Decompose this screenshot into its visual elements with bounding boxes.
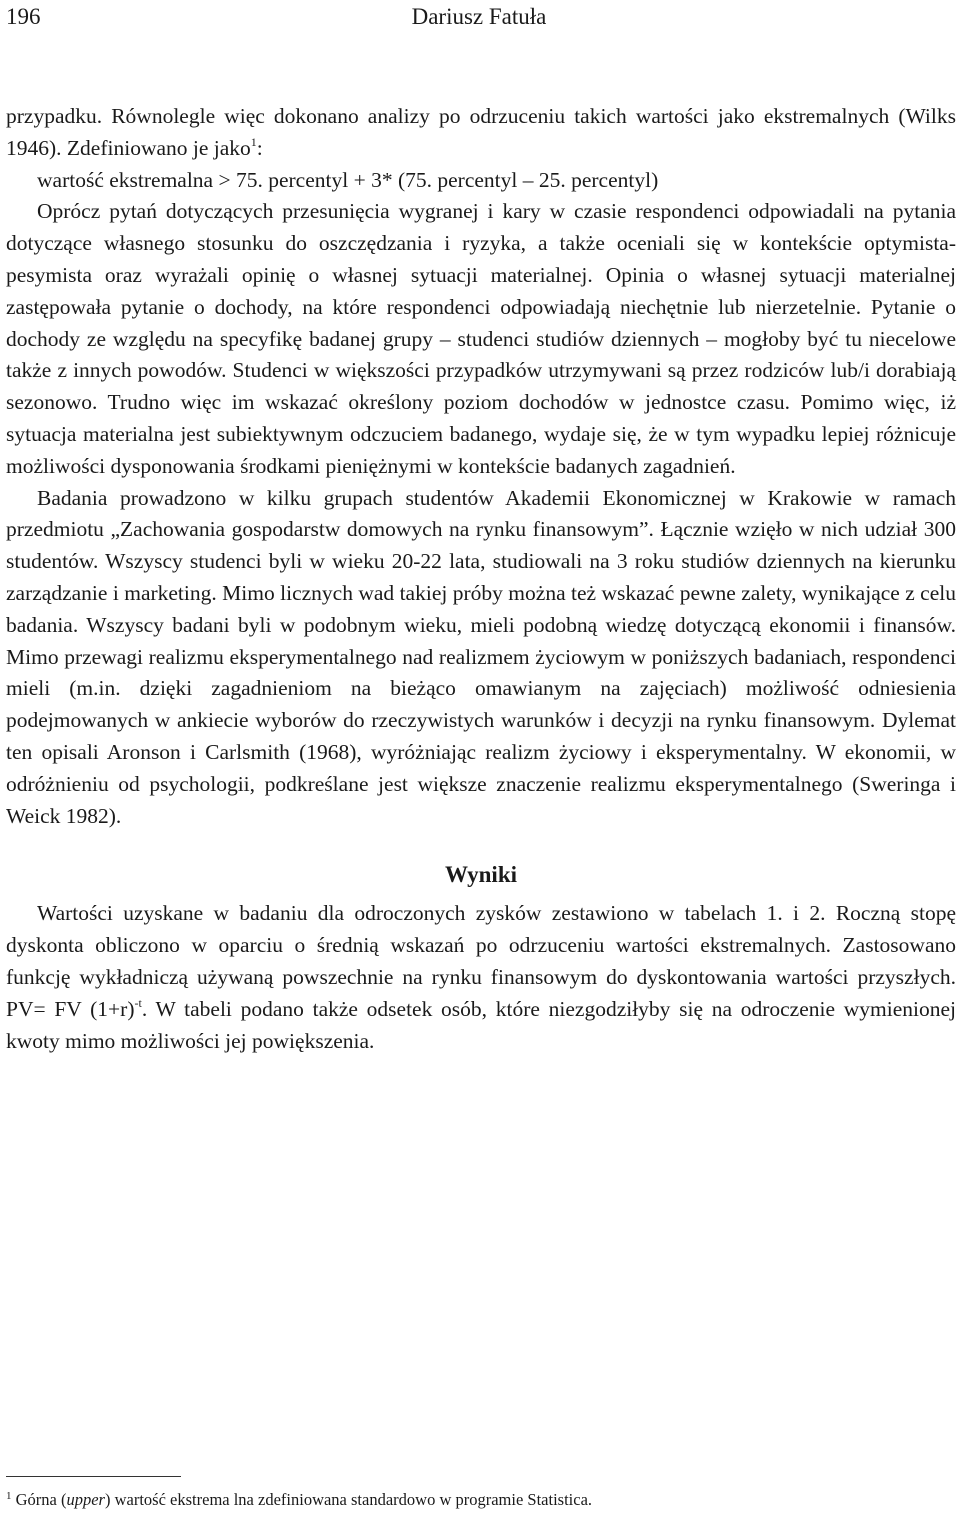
paragraph-3: Badania prowadzono w kilku grupach studentów Akademii Ekonomicznej w Krakowie w ramach przedmiotu „Zachowania gospodarstw domowych na rynku finansowym”. Łącznie wzięło w nich udział 300 studentów. Wszyscy studenci byli w wieku 20-22 lata, studiowali na 3 roku studiów dziennych na kierunku zarządzanie i marketing. Mimo licznych wad takiej próby można też wskazać pewne zalety, wynikające z celu badania. Wszyscy badani byli w podobnym wieku, mieli podobną wiedzę dotyczącą ekonomii i finansów. Mimo przewagi realizmu eksperymentalnego nad realizmem życiowym w poniższych badaniach, respondenci mieli (m.in. dzięki zagadnieniom na bieżąco omawianym na zajęciach) możliwość odniesienia podejmowanych w ankiecie wyborów do rzeczywistych warunków i decyzji na rynku finansowym. Dylemat ten opisali Aronson i Carlsmith (1968), wyróżniając realizm życiowy i eksperymentalny. W ekonomii, w odróżnieniu od psychologii, podkreślane jest większe znaczenie realizmu eksperymentalnego (Sweringa i Weick 1982).: [6, 485, 956, 828]
paragraph-1-text: przypadku. Równolegle więc dokonano analizy po odrzuceniu takich wartości jako ekstremalnych (Wilks 1946). Zdefiniowano je jako: [6, 104, 956, 160]
footnote-text-before: Górna (: [11, 1490, 67, 1509]
running-head-author: Dariusz Fatuła: [411, 4, 547, 29]
footnote-text-after: ) wartość ekstrema lna zdefiniowana standardowo w programie Statistica.: [104, 1490, 593, 1509]
footnote-italic-term: upper: [66, 1490, 105, 1509]
footnote-reference: 1: [250, 134, 257, 149]
formula-line: wartość ekstremalna > 75. percentyl + 3* (75. percentyl – 25. percentyl): [37, 167, 659, 192]
footnote: [6, 1489, 946, 1511]
section-heading: Wyniki: [444, 862, 517, 888]
paragraph-2: Oprócz pytań dotyczących przesunięcia wygranej i kary w czasie respondenci odpowiadali na pytania dotyczące własnego stosunku do oszczędzania i ryzyka, a także oceniali się w kontekście optymista-pesymista oraz wyrażali opinię o własnej sytuacji materialnej. Opinia o własnej sytuacji materialnej zastępowała pytanie o dochody, na które respondenci odpowiadają niechętnie lub nierzetelnie. Pytanie o dochody ze względu na specyfikę badanej grupy – studenci studiów dziennych – mogłoby być tu niecelowe także z innych powodów. Studenci w większości przypadków utrzymywani są przez rodziców lub/i dorabiają sezonowo. Trudno więc im wskazać określony poziom dochodów w jednostce czasu. Pomimo więc, iż sytuacja materialna jest subiektywnym odczuciem badanego, wydaje się, że w tym wypadku lepiej różnicuje możliwości dysponowania środkami pieniężnymi w kontekście badanych zagadnień.: [6, 199, 956, 478]
footnote-separator: [6, 1476, 181, 1477]
body-text: [6, 101, 956, 1057]
paragraph-4: [6, 898, 956, 1057]
paragraph-4-tail: . W tabeli podano także odsetek osób, które niezgodziłyby się na odroczenie wymienionej kwoty mimo możliwości jej powiększenia.: [6, 996, 957, 1053]
paragraph-1: [6, 101, 956, 165]
footnote-marker: 1: [6, 1490, 12, 1502]
page-number: 196: [6, 4, 41, 29]
paragraph-1-tail: :: [256, 135, 263, 160]
paragraph-4-text: Wartości uzyskane w badaniu dla odroczonych zysków zestawiono w tabelach 1. i 2. Roczną stopę dyskonta obliczono w oparciu o średnią wskazań po odrzuceniu wartości ekstremalnych. Zastosowano funkcję wykładniczą używaną powszechnie na rynku finansowym do dyskontowania wartości przyszłych. PV= FV (1+r): [6, 901, 956, 1021]
running-head: [6, 2, 952, 32]
exponent: -t: [134, 995, 142, 1010]
